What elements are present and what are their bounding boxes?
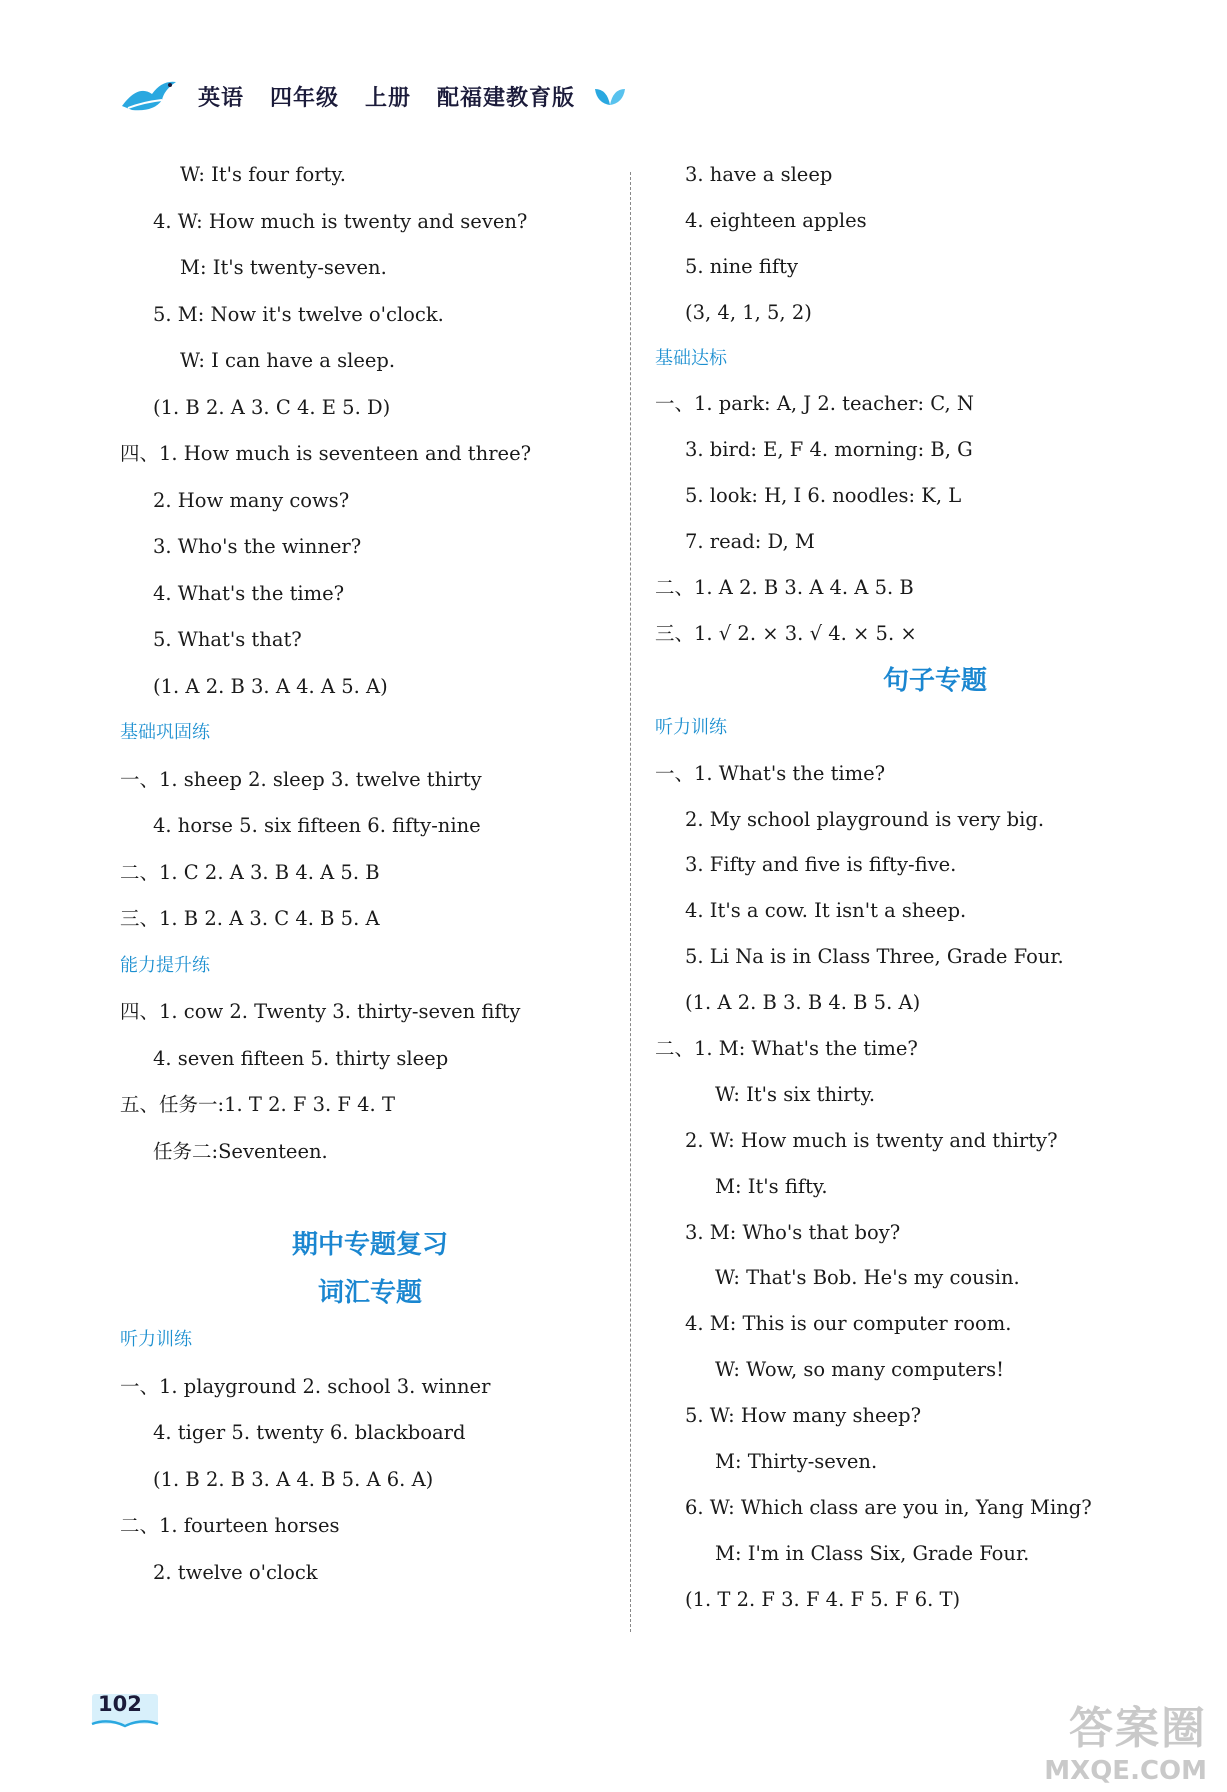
leaf-icon [593,85,627,107]
answer-line: W: It's six thirty. [715,1082,876,1106]
answer-line: 5. nine fifty [685,254,798,278]
answer-line: 5. M: Now it's twelve o'clock. [153,302,444,326]
section-label: 基础巩固练 [120,722,210,743]
answer-line: 一、1. What's the time? [655,761,886,785]
right-column [655,152,1215,1623]
section-title: 词汇专题 [317,1278,422,1308]
answer-line: 4. It's a cow. It isn't a sheep. [685,899,967,923]
header-grade: 四年级 [270,85,340,111]
header-volume: 上册 [365,85,412,111]
answer-line: 5. What's that? [153,628,302,651]
answer-line: 5. W: How many sheep? [685,1404,922,1428]
section-label: 基础达标 [655,347,727,369]
section-label: 能力提升练 [120,954,210,976]
answer-line: 五、任务一:1. T 2. F 3. F 4. T [120,1093,395,1116]
answer-line: 四、1. How much is seventeen and three? [120,442,532,465]
answer-line: 四、1. cow 2. Twenty 3. thirty-seven fifty [120,1000,521,1023]
page-number: 102 [98,1692,142,1716]
answer-line: 一、1. park: A, J 2. teacher: C, N [655,392,974,416]
answer-line: W: That's Bob. He's my cousin. [715,1266,1020,1290]
watermark [1044,1692,1207,1786]
answer-line: 3. Who's the winner? [153,535,362,558]
answer-line: 4. W: How much is twenty and seven? [153,209,528,233]
watermark-url: MXQE.COM [1044,1756,1207,1786]
answer-line: M: Thirty-seven. [715,1450,878,1474]
answer-line: 3. have a sleep [685,163,833,186]
header-edition: 配福建教育版 [437,85,576,111]
answer-line: 二、1. fourteen horses [120,1514,340,1537]
bird-logo-icon [118,76,180,116]
section-title: 句子专题 [882,665,987,696]
watermark-logo-text: 答案圈 [1069,1703,1207,1754]
answer-line: 4. M: This is our computer room. [685,1312,1012,1336]
answer-line: 二、1. A 2. B 3. A 4. A 5. B [655,576,914,600]
answer-line: 3. Fifty and five is fifty-five. [685,853,957,877]
answer-line: W: Wow, so many computers! [715,1358,1004,1382]
answer-line: M: It's twenty-seven. [180,256,387,279]
answer-line: (1. A 2. B 3. A 4. A 5. A) [153,674,388,698]
answer-line: 任务二:Seventeen. [153,1139,328,1163]
answer-line: 4. horse 5. six fifteen 6. fifty-nine [153,814,481,837]
answer-line: 2. My school playground is very big. [685,807,1045,831]
answer-line: 6. W: Which class are you in, Yang Ming? [685,1495,1092,1519]
section-label: 听力训练 [120,1329,192,1350]
answer-line: 5. Li Na is in Class Three, Grade Four. [685,945,1064,969]
answer-line: 二、1. M: What's the time? [655,1037,918,1061]
answer-line: 4. eighteen apples [685,208,867,232]
answer-line: (1. A 2. B 3. B 4. B 5. A) [685,991,921,1015]
answer-line: 3. M: Who's that boy? [685,1220,901,1244]
answer-line: 三、1. √ 2. × 3. √ 4. × 5. × [655,621,917,645]
answer-line: 4. What's the time? [153,581,345,605]
answer-line: W: It's four forty. [180,163,346,186]
header-subject: 英语 [198,85,245,111]
answer-line: M: I'm in Class Six, Grade Four. [715,1541,1030,1565]
answer-line: (1. T 2. F 3. F 4. F 5. F 6. T) [685,1587,961,1611]
spacer [120,1175,620,1221]
answer-line: 3. bird: E, F 4. morning: B, G [685,438,973,462]
answer-line: 5. look: H, I 6. noodles: K, L [685,484,962,508]
answer-line: 一、1. sheep 2. sleep 3. twelve thirty [120,767,482,791]
page-header [118,76,627,116]
answer-line: (1. B 2. A 3. C 4. E 5. D) [153,395,391,419]
answer-line: (1. B 2. B 3. A 4. B 5. A 6. A) [153,1467,434,1491]
answer-line: 2. How many cows? [153,488,350,512]
column-divider [630,172,631,1632]
answer-line: 二、1. C 2. A 3. B 4. A 5. B [120,860,380,884]
answer-line: 2. W: How much is twenty and thirty? [685,1128,1058,1152]
section-label: 听力训练 [655,716,727,738]
answer-line: 一、1. playground 2. school 3. winner [120,1374,491,1398]
answer-line: 7. read: D, M [685,530,815,554]
section-title: 期中专题复习 [291,1230,448,1260]
answer-line: 2. twelve o'clock [153,1560,318,1584]
answer-line: M: It's fifty. [715,1174,828,1198]
answer-line: 三、1. B 2. A 3. C 4. B 5. A [120,907,380,930]
answer-line: 4. seven fifteen 5. thirty sleep [153,1046,449,1070]
answer-line: (3, 4, 1, 5, 2) [685,300,812,324]
answer-line: W: I can have a sleep. [180,349,396,372]
left-column [120,152,620,1596]
answer-line: 4. tiger 5. twenty 6. blackboard [153,1421,466,1444]
